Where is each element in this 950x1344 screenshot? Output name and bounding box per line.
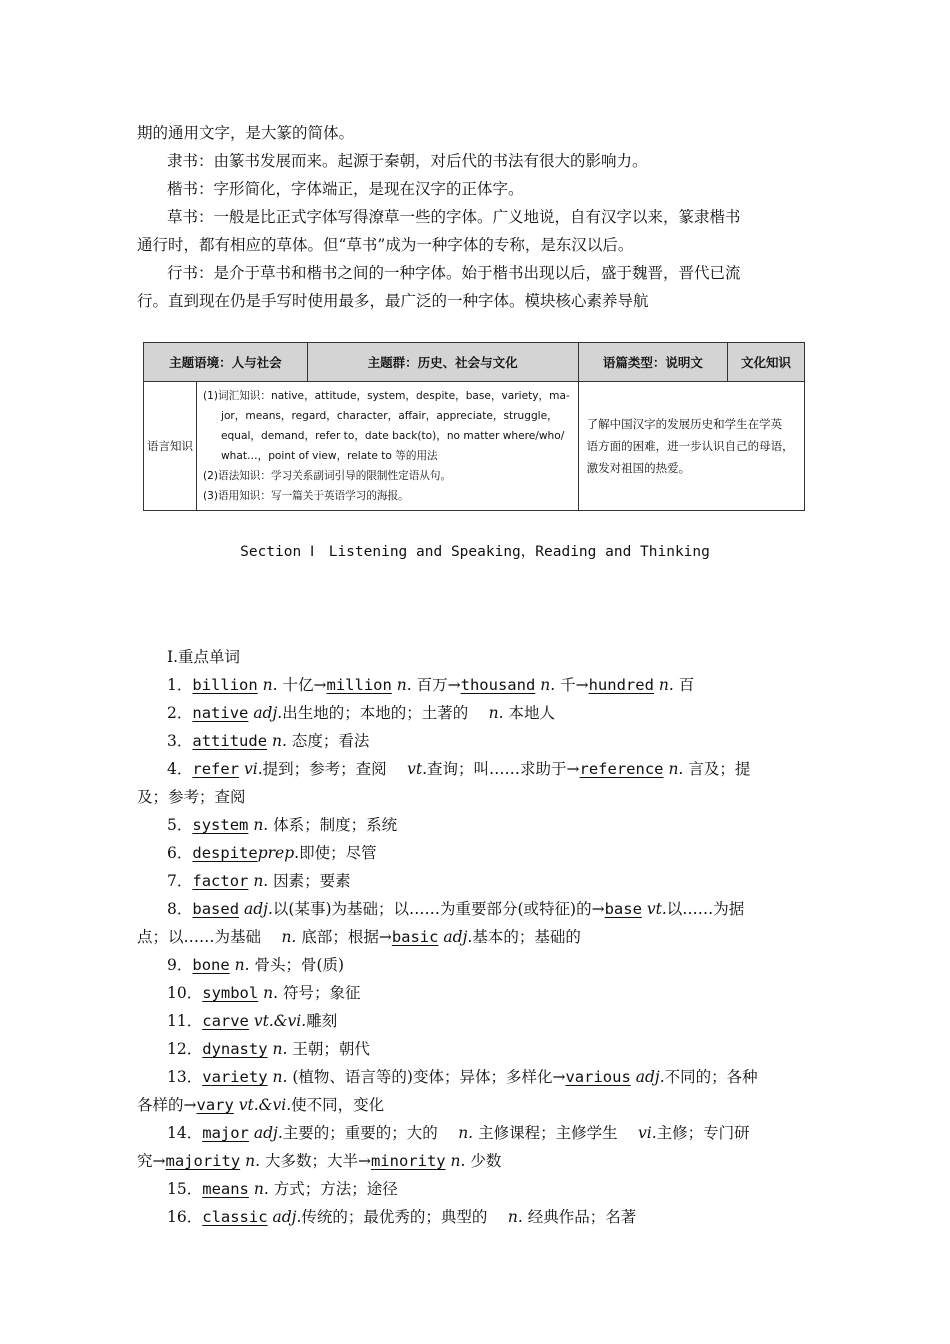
- header-theme-group: 主题群：历史、社会与文化: [307, 343, 578, 382]
- vocab-item: 1．billion n. 十亿→million n. 百万→thousand n. 千→hundred n. 百: [167, 676, 695, 694]
- intro-caoshu-1: 草书：一般是比正式字体写得潦草一些的字体。广义地说，自有汉字以来，篆隶楷书: [167, 208, 741, 226]
- intro-lishu: 隶书：由篆书发展而来。起源于秦朝，对后代的书法有很大的影响力。: [167, 152, 648, 170]
- vocab-item-continued: 点；以……为基础 n. 底部；根据→basic adj.基本的；基础的: [137, 928, 581, 946]
- vocab-item-continued: 各样的→vary vt.&vi.使不同，变化: [137, 1096, 385, 1114]
- culture-line: 了解中国汉字的发展历史和学生在学英: [586, 417, 783, 431]
- vocab-heading: Ⅰ.重点单词: [167, 648, 241, 666]
- intro-xingshu-1: 行书：是介于草书和楷书之间的一种字体。始于楷书出现以后，盛于魏晋，晋代已流: [167, 264, 741, 282]
- row-label-language: 语言知识: [144, 382, 197, 511]
- vocab-item: 13．variety n. (植物、语言等的)变体；异体；多样化→various adj.不同的；各种: [167, 1068, 758, 1086]
- language-knowledge-cell: [197, 382, 579, 511]
- vocab-item: 14．major adj.主要的；重要的；大的 n. 主修课程；主修学生 vi.主修；专门研: [167, 1124, 750, 1142]
- vocab-item: 6．despiteprep.即使；尽管: [167, 844, 377, 862]
- culture-line: 激发对祖国的热爱。: [586, 461, 691, 475]
- knowledge-line: equal，demand，refer to，date back(to)，no matter where/who/: [221, 430, 565, 442]
- vocab-item: 9．bone n. 骨头；骨(质): [167, 956, 345, 974]
- knowledge-line: (3)语用知识：写一篇关于英语学习的海报。: [203, 490, 409, 502]
- intro-xingshu-2: 行。直到现在仍是手写时使用最多，最广泛的一种字体。模块核心素养导航: [137, 292, 649, 310]
- intro-caoshu-2: 通行时，都有相应的草体。但“草书”成为一种字体的专称，是东汉以后。: [137, 236, 634, 254]
- vocab-item: 3．attitude n. 态度；看法: [167, 732, 370, 750]
- vocab-item-continued: 究→majority n. 大多数；大半→minority n. 少数: [137, 1152, 502, 1170]
- knowledge-line: (2)语法知识：学习关系副词引导的限制性定语从句。: [203, 470, 452, 482]
- intro-kaishu: 楷书：字形简化，字体端正，是现在汉字的正体字。: [167, 180, 524, 198]
- knowledge-line: (1)词汇知识：native，attitude，system，despite，base，variety，ma-: [203, 390, 570, 402]
- vocab-item: 10．symbol n. 符号；象征: [167, 984, 361, 1002]
- intro-line: 期的通用文字，是大篆的简体。: [137, 124, 355, 142]
- vocab-item: 12．dynasty n. 王朝；朝代: [167, 1040, 370, 1058]
- vocab-item: 8．based adj.以(某事)为基础；以……为重要部分(或特征)的→base vt.以……为据: [167, 900, 745, 918]
- vocab-item: 16．classic adj.传统的；最优秀的；典型的 n. 经典作品；名著: [167, 1208, 637, 1226]
- vocab-item: 2．native adj.出生地的；本地的；土著的 n. 本地人: [167, 704, 556, 722]
- vocab-item-continued: 及；参考；查阅: [137, 788, 246, 806]
- core-literacy-table: [143, 342, 805, 511]
- vocab-item: 15．means n. 方式；方法；途径: [167, 1180, 398, 1198]
- header-culture: 文化知识: [728, 343, 805, 382]
- culture-knowledge-cell: [578, 382, 804, 511]
- vocab-item: 5．system n. 体系；制度；系统: [167, 816, 398, 834]
- section-title: Section Ⅰ Listening and Speaking，Reading and Thinking: [240, 544, 710, 560]
- header-theme-context: 主题语境：人与社会: [144, 343, 308, 382]
- header-text-type: 语篇类型：说明文: [578, 343, 727, 382]
- knowledge-line: what…，point of view，relate to 等的用法: [221, 450, 438, 462]
- vocab-item: 7．factor n. 因素；要素: [167, 872, 351, 890]
- vocab-item: 4．refer vi.提到；参考；查阅 vt.查询；叫……求助于→reference n. 言及；提: [167, 760, 751, 778]
- vocab-item: 11．carve vt.&vi.雕刻: [167, 1012, 338, 1030]
- knowledge-line: jor，means，regard，character，affair，appreciate，struggle，: [221, 410, 558, 422]
- culture-line: 语方面的困难，进一步认识自己的母语，: [586, 439, 794, 453]
